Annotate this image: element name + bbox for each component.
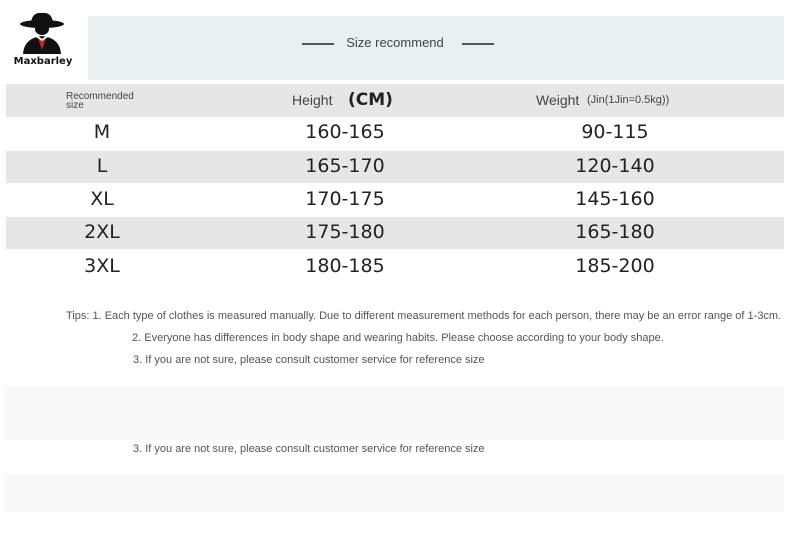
faded-band <box>4 386 784 440</box>
cell-weight: 90-115 <box>581 121 649 143</box>
cell-weight: 165-180 <box>575 221 655 243</box>
banner-divider-right <box>462 43 494 45</box>
section-title: Size recommend <box>346 35 444 50</box>
cell-weight: 185-200 <box>575 255 655 277</box>
cell-height: 165-170 <box>305 155 385 177</box>
table-row <box>6 151 784 183</box>
tip-1: Tips: 1. Each type of clothes is measured manually. Due to different measurement methods for each person, there may be an error range of 1-3cm. <box>66 310 782 322</box>
cell-size: 3XL <box>84 255 120 277</box>
tip-3: 3. If you are not sure, please consult customer service for reference size <box>133 354 485 366</box>
header-weight: Weight <box>536 92 580 108</box>
tip-2: 2. Everyone has differences in body shape and wearing habits. Please choose according to your body shape. <box>132 332 664 344</box>
cell-height: 175-180 <box>305 221 385 243</box>
header-height: Height <box>292 92 333 108</box>
cell-height: 180-185 <box>305 255 385 277</box>
table-row <box>6 217 784 249</box>
banner-divider-left <box>302 43 334 45</box>
cell-size: XL <box>90 188 114 210</box>
table-header <box>6 84 784 117</box>
header-recommended-size <box>66 92 156 110</box>
section-banner <box>88 16 784 80</box>
cell-size: 2XL <box>84 221 120 243</box>
table-row <box>6 184 784 216</box>
cell-height: 160-165 <box>305 121 385 143</box>
header-height-unit: (CM) <box>348 90 393 110</box>
table-row <box>6 117 784 149</box>
cell-height: 170-175 <box>305 188 385 210</box>
cell-weight: 145-160 <box>575 188 655 210</box>
header-size-line2: size <box>66 100 84 111</box>
cell-size: M <box>93 121 111 143</box>
cell-weight: 120-140 <box>575 155 655 177</box>
table-row <box>6 251 784 283</box>
header-size-line1: Recommended <box>66 91 134 102</box>
brand-logo <box>0 0 86 82</box>
brand-name: Maxbarley <box>13 56 73 67</box>
header-weight-unit: (Jin(1Jin=0.5kg)) <box>587 94 670 106</box>
faded-band <box>4 474 784 512</box>
hat-person-icon <box>16 10 70 54</box>
tip-3-repeat: 3. If you are not sure, please consult customer service for reference size <box>133 443 485 455</box>
cell-size: L <box>96 155 108 177</box>
